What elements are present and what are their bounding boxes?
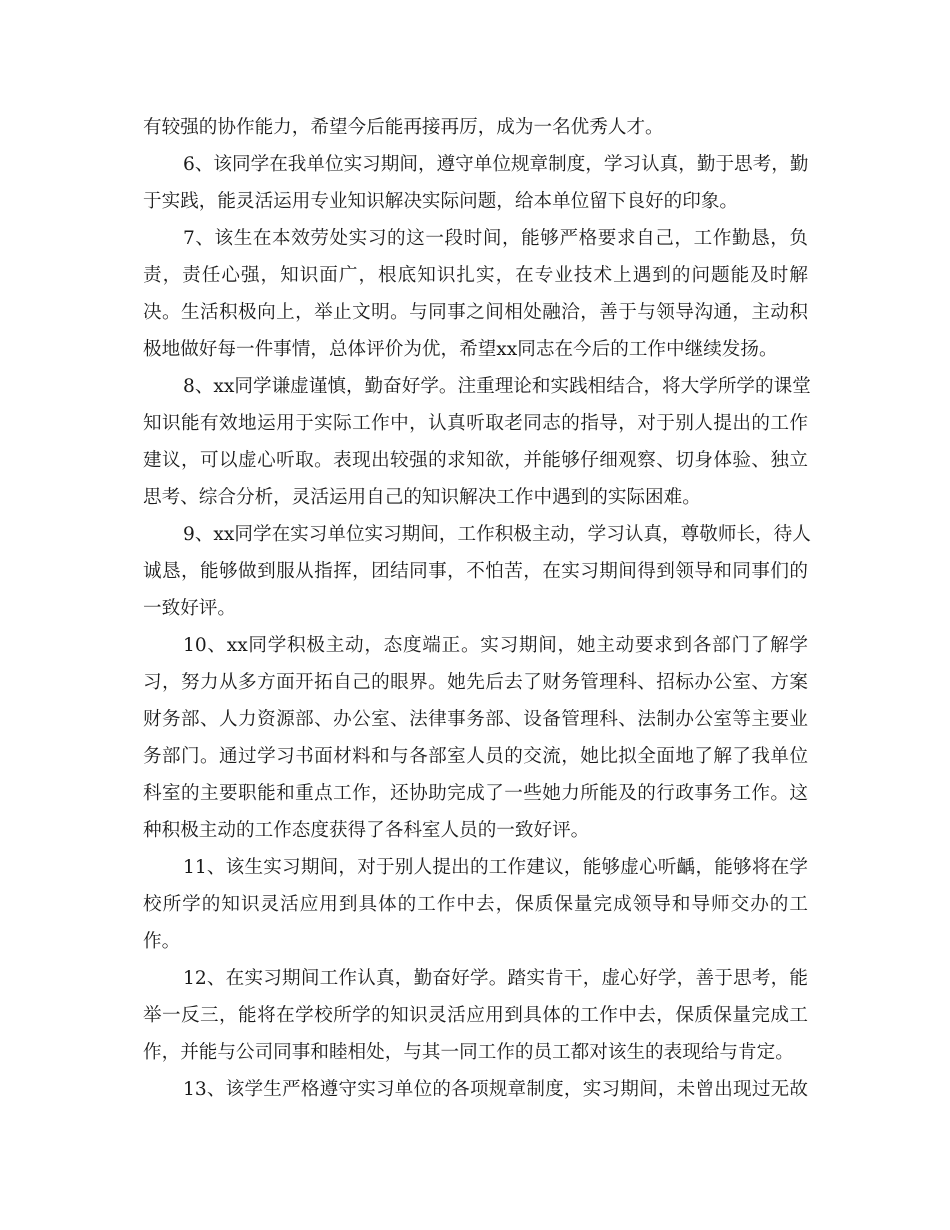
text-line: 9、xx同学在实习单位实习期间，工作积极主动，学习认真，尊敬师长，待人 [183,524,811,545]
paragraph [143,150,808,224]
text-line: 8、xx同学谦虚谨慎，勤奋好学。注重理论和实践相结合，将大学所学的课堂 [183,376,811,397]
paragraph [143,224,808,372]
text-line: 10、xx同学积极主动，态度端正。实习期间，她主动要求到各部门了解学 [183,635,808,656]
text-line: 作，并能与公司同事和睦相处，与其一同工作的员工都对该生的表现给与肯定。 [143,1042,794,1063]
text-line: 思考、综合分析，灵活运用自己的知识解决工作中遇到的实际困难。 [143,487,701,508]
text-line: 6、该同学在我单位实习期间，遵守单位规章制度，学习认真，勤于思考，勤 [183,154,809,175]
text-line: 于实践，能灵活运用专业知识解决实际问题，给本单位留下良好的印象。 [143,191,739,212]
text-line: 有较强的协作能力，希望今后能再接再厉，成为一名优秀人才。 [143,117,664,138]
text-line: 举一反三，能将在学校所学的知识灵活应用到具体的工作中去，保质保量完成工 [143,1005,808,1026]
paragraph [143,113,808,150]
paragraph [143,372,811,520]
document-body [143,113,811,1112]
text-line: 决。生活积极向上，举止文明。与同事之间相处融洽，善于与领导沟通，主动积 [143,302,808,323]
text-line: 知识能有效地运用于实际工作中，认真听取老同志的指导，对于别人提出的工作 [143,413,808,434]
text-line: 作。 [143,931,181,952]
text-line: 科室的主要职能和重点工作，还协助完成了一些她力所能及的行政事务工作。这 [143,783,808,804]
paragraph [143,631,808,853]
text-line: 12、在实习期间工作认真，勤奋好学。踏实肯干，虚心好学，善于思考，能 [183,968,808,989]
text-line: 财务部、人力资源部、办公室、法律事务部、设备管理科、法制办公室等主要业 [143,709,808,730]
text-line: 一致好评。 [143,598,236,619]
text-line: 建议，可以虚心听取。表现出较强的求知欲，并能够仔细观察、切身体验、独立 [143,450,808,471]
text-line: 种积极主动的工作态度获得了各科室人员的一致好评。 [143,820,590,841]
text-line: 诚恳，能够做到服从指挥，团结同事，不怕苦，在实习期间得到领导和同事们的 [143,561,808,582]
paragraph [143,964,808,1075]
paragraph [143,853,808,964]
text-line: 校所学的知识灵活应用到具体的工作中去，保质保量完成领导和导师交办的工 [143,894,808,915]
text-line: 责，责任心强，知识面广，根底知识扎实，在专业技术上遇到的问题能及时解 [143,265,808,286]
text-line: 13、该学生严格遵守实习单位的各项规章制度，实习期间，未曾出现过无故 [183,1079,808,1100]
text-line: 习，努力从多方面开拓自己的眼界。她先后去了财务管理科、招标办公室、方案 [143,672,808,693]
paragraph [143,520,811,631]
text-line: 务部门。通过学习书面材料和与各部室人员的交流，她比拟全面地了解了我单位 [143,746,808,767]
text-line: 极地做好每一件事情，总体评价为优，希望xx同志在今后的工作中继续发扬。 [143,339,778,360]
text-line: 11、该生实习期间，对于别人提出的工作建议，能够虚心听齲，能够将在学 [183,857,808,878]
paragraph [143,1075,808,1112]
text-line: 7、该生在本效劳处实习的这一段时间，能够严格要求自己，工作勤恳，负 [183,228,808,249]
